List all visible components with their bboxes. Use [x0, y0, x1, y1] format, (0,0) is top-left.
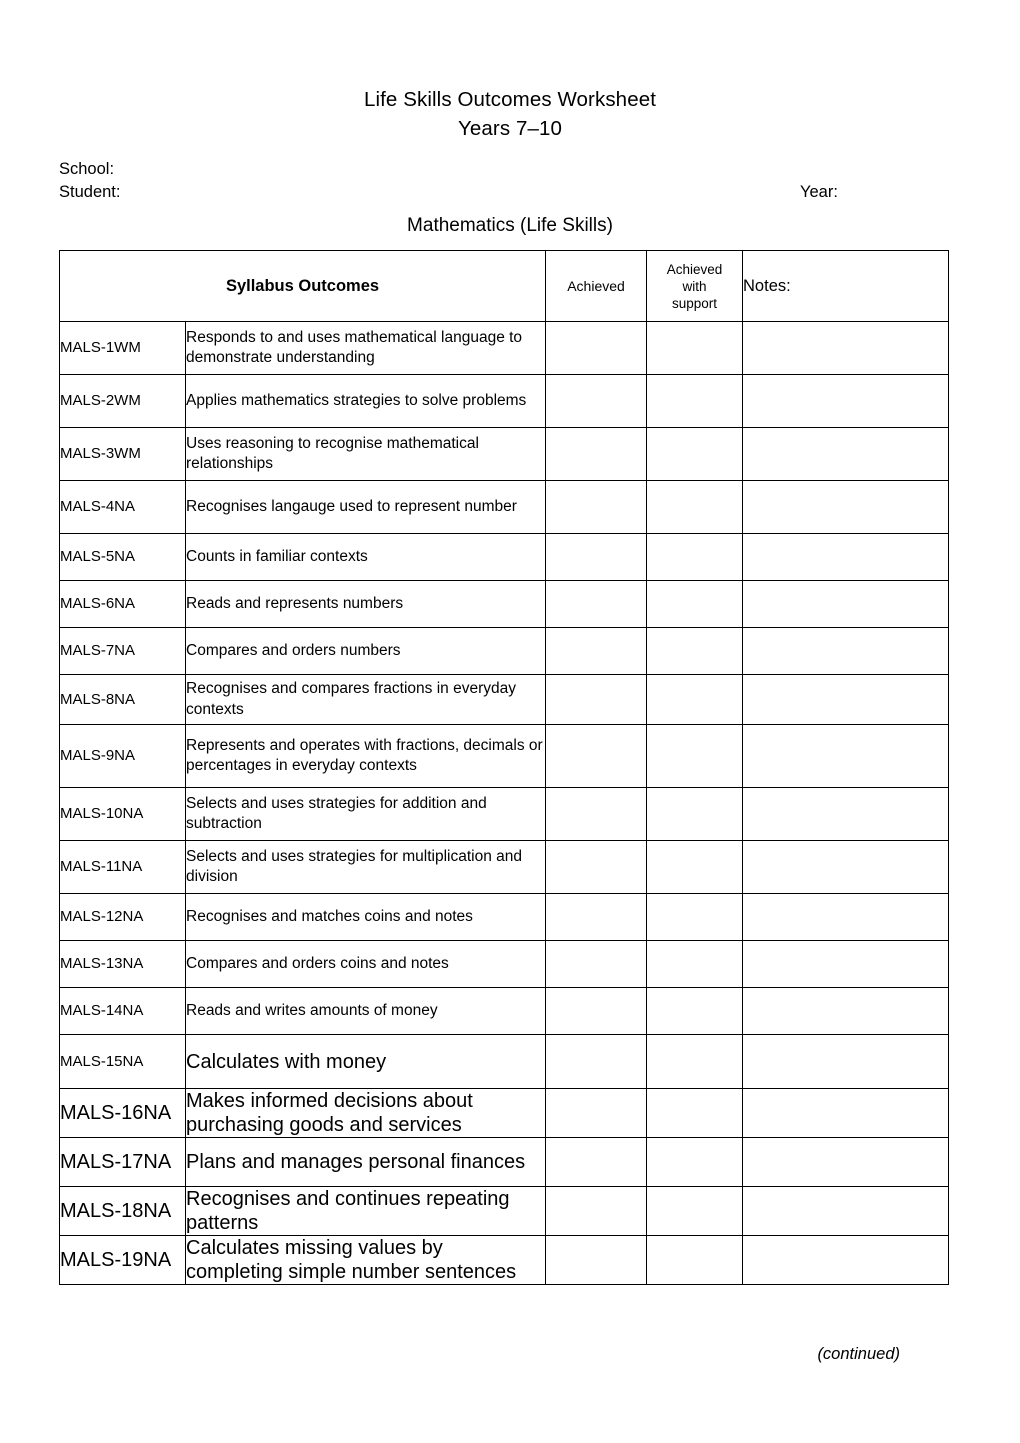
- achieved-with-support-checkbox-cell[interactable]: [647, 581, 743, 628]
- achieved-with-support-checkbox-cell[interactable]: [647, 534, 743, 581]
- outcome-code: MALS-5NA: [60, 534, 186, 581]
- achieved-checkbox-cell[interactable]: [546, 375, 647, 428]
- table-row: [60, 841, 949, 894]
- notes-cell[interactable]: [743, 322, 949, 375]
- outcome-code: MALS-4NA: [60, 481, 186, 534]
- achieved-checkbox-cell[interactable]: [546, 581, 647, 628]
- achieved-checkbox-cell[interactable]: [546, 1089, 647, 1138]
- outcome-code: MALS-2WM: [60, 375, 186, 428]
- outcome-description: Compares and orders coins and notes: [186, 941, 546, 988]
- notes-cell[interactable]: [743, 428, 949, 481]
- outcome-description: Recognises and matches coins and notes: [186, 894, 546, 941]
- header-achieved: Achieved: [546, 251, 647, 322]
- notes-cell[interactable]: [743, 725, 949, 788]
- notes-cell[interactable]: [743, 1187, 949, 1236]
- outcomes-table: [59, 250, 949, 1285]
- notes-cell[interactable]: [743, 581, 949, 628]
- table-row: [60, 628, 949, 675]
- outcome-description: Plans and manages personal finances: [186, 1138, 546, 1187]
- achieved-checkbox-cell[interactable]: [546, 841, 647, 894]
- outcome-code: MALS-6NA: [60, 581, 186, 628]
- achieved-with-support-checkbox-cell[interactable]: [647, 1138, 743, 1187]
- achieved-checkbox-cell[interactable]: [546, 628, 647, 675]
- table-row: [60, 894, 949, 941]
- outcome-code: MALS-13NA: [60, 941, 186, 988]
- notes-cell[interactable]: [743, 988, 949, 1035]
- outcome-code: MALS-3WM: [60, 428, 186, 481]
- achieved-with-support-checkbox-cell[interactable]: [647, 1089, 743, 1138]
- header-achieved-with-support-line1: Achieved: [666, 261, 723, 277]
- achieved-with-support-checkbox-cell[interactable]: [647, 1035, 743, 1089]
- outcome-code: MALS-16NA: [60, 1089, 186, 1138]
- achieved-checkbox-cell[interactable]: [546, 1236, 647, 1285]
- achieved-checkbox-cell[interactable]: [546, 481, 647, 534]
- notes-cell[interactable]: [743, 1236, 949, 1285]
- achieved-checkbox-cell[interactable]: [546, 894, 647, 941]
- achieved-with-support-checkbox-cell[interactable]: [647, 941, 743, 988]
- achieved-with-support-checkbox-cell[interactable]: [647, 628, 743, 675]
- achieved-checkbox-cell[interactable]: [546, 1138, 647, 1187]
- outcome-description: Calculates with money: [186, 1035, 546, 1089]
- achieved-with-support-checkbox-cell[interactable]: [647, 841, 743, 894]
- achieved-with-support-checkbox-cell[interactable]: [647, 675, 743, 725]
- outcome-description: Makes informed decisions about purchasing goods and services: [186, 1089, 546, 1138]
- outcome-code: MALS-8NA: [60, 675, 186, 725]
- outcome-code: MALS-17NA: [60, 1138, 186, 1187]
- notes-cell[interactable]: [743, 481, 949, 534]
- outcome-description: Selects and uses strategies for multiplication and division: [186, 841, 546, 894]
- outcome-code: MALS-14NA: [60, 988, 186, 1035]
- notes-cell[interactable]: [743, 1138, 949, 1187]
- achieved-with-support-checkbox-cell[interactable]: [647, 894, 743, 941]
- page-title-line2: Years 7–10: [458, 117, 562, 140]
- table-row: [60, 1138, 949, 1187]
- page-title-line1: Life Skills Outcomes Worksheet: [363, 88, 656, 111]
- subject-title: Mathematics (Life Skills): [407, 215, 613, 236]
- achieved-checkbox-cell[interactable]: [546, 322, 647, 375]
- student-label: Student:: [59, 183, 121, 201]
- table-body: [60, 322, 949, 1285]
- table-row: [60, 428, 949, 481]
- header-notes: Notes:: [743, 251, 949, 322]
- page-title: [0, 85, 1020, 143]
- achieved-checkbox-cell[interactable]: [546, 1187, 647, 1236]
- continued-note: (continued): [817, 1345, 900, 1363]
- outcome-description: Reads and represents numbers: [186, 581, 546, 628]
- achieved-with-support-checkbox-cell[interactable]: [647, 1187, 743, 1236]
- outcome-description: Recognises langauge used to represent number: [186, 481, 546, 534]
- outcome-code: MALS-9NA: [60, 725, 186, 788]
- table-row: [60, 1187, 949, 1236]
- notes-cell[interactable]: [743, 894, 949, 941]
- achieved-with-support-checkbox-cell[interactable]: [647, 1236, 743, 1285]
- achieved-checkbox-cell[interactable]: [546, 1035, 647, 1089]
- table-row: [60, 1236, 949, 1285]
- outcome-description: Recognises and continues repeating patterns: [186, 1187, 546, 1236]
- school-label: School:: [59, 160, 115, 178]
- header-achieved-with-support: [647, 251, 743, 322]
- achieved-with-support-checkbox-cell[interactable]: [647, 725, 743, 788]
- outcome-description: Recognises and compares fractions in everyday contexts: [186, 675, 546, 725]
- notes-cell[interactable]: [743, 1089, 949, 1138]
- achieved-checkbox-cell[interactable]: [546, 675, 647, 725]
- notes-cell[interactable]: [743, 675, 949, 725]
- achieved-checkbox-cell[interactable]: [546, 725, 647, 788]
- achieved-with-support-checkbox-cell[interactable]: [647, 428, 743, 481]
- header-achieved-with-support-line3: support: [672, 295, 718, 311]
- outcome-description: Represents and operates with fractions, decimals or percentages in everyday contexts: [186, 725, 546, 788]
- table-row: [60, 988, 949, 1035]
- outcome-code: MALS-18NA: [60, 1187, 186, 1236]
- notes-cell[interactable]: [743, 788, 949, 841]
- notes-cell[interactable]: [743, 841, 949, 894]
- achieved-with-support-checkbox-cell[interactable]: [647, 988, 743, 1035]
- outcome-code: MALS-7NA: [60, 628, 186, 675]
- achieved-with-support-checkbox-cell[interactable]: [647, 322, 743, 375]
- table-row: [60, 481, 949, 534]
- table-row: [60, 581, 949, 628]
- student-row: [59, 181, 961, 204]
- outcome-code: MALS-11NA: [60, 841, 186, 894]
- table-row: [60, 941, 949, 988]
- achieved-checkbox-cell[interactable]: [546, 988, 647, 1035]
- table-header-row: [60, 251, 949, 322]
- outcome-code: MALS-15NA: [60, 1035, 186, 1089]
- achieved-checkbox-cell[interactable]: [546, 534, 647, 581]
- table-row: [60, 675, 949, 725]
- outcome-description: Responds to and uses mathematical language to demonstrate understanding: [186, 322, 546, 375]
- outcome-code: MALS-19NA: [60, 1236, 186, 1285]
- school-row: [59, 158, 961, 181]
- notes-cell[interactable]: [743, 375, 949, 428]
- table-row: [60, 322, 949, 375]
- table-row: [60, 725, 949, 788]
- table-row: [60, 788, 949, 841]
- outcome-code: MALS-10NA: [60, 788, 186, 841]
- achieved-with-support-checkbox-cell[interactable]: [647, 481, 743, 534]
- outcome-description: Counts in familiar contexts: [186, 534, 546, 581]
- table-row: [60, 1089, 949, 1138]
- header-syllabus-outcomes: Syllabus Outcomes: [60, 251, 546, 322]
- year-label: Year:: [800, 183, 838, 201]
- outcome-description: Compares and orders numbers: [186, 628, 546, 675]
- notes-cell[interactable]: [743, 941, 949, 988]
- outcome-description: Reads and writes amounts of money: [186, 988, 546, 1035]
- table-row: [60, 1035, 949, 1089]
- achieved-with-support-checkbox-cell[interactable]: [647, 788, 743, 841]
- outcome-description: Selects and uses strategies for addition and subtraction: [186, 788, 546, 841]
- notes-cell[interactable]: [743, 628, 949, 675]
- achieved-with-support-checkbox-cell[interactable]: [647, 375, 743, 428]
- notes-cell[interactable]: [743, 534, 949, 581]
- outcome-description: Applies mathematics strategies to solve problems: [186, 375, 546, 428]
- outcome-code: MALS-1WM: [60, 322, 186, 375]
- meta-fields: [59, 158, 961, 204]
- outcome-description: Calculates missing values by completing simple number sentences: [186, 1236, 546, 1285]
- achieved-checkbox-cell[interactable]: [546, 788, 647, 841]
- outcome-description: Uses reasoning to recognise mathematical relationships: [186, 428, 546, 481]
- table-row: [60, 375, 949, 428]
- header-achieved-with-support-line2: with: [682, 278, 707, 294]
- outcome-code: MALS-12NA: [60, 894, 186, 941]
- achieved-checkbox-cell[interactable]: [546, 428, 647, 481]
- table-row: [60, 534, 949, 581]
- achieved-checkbox-cell[interactable]: [546, 941, 647, 988]
- notes-cell[interactable]: [743, 1035, 949, 1089]
